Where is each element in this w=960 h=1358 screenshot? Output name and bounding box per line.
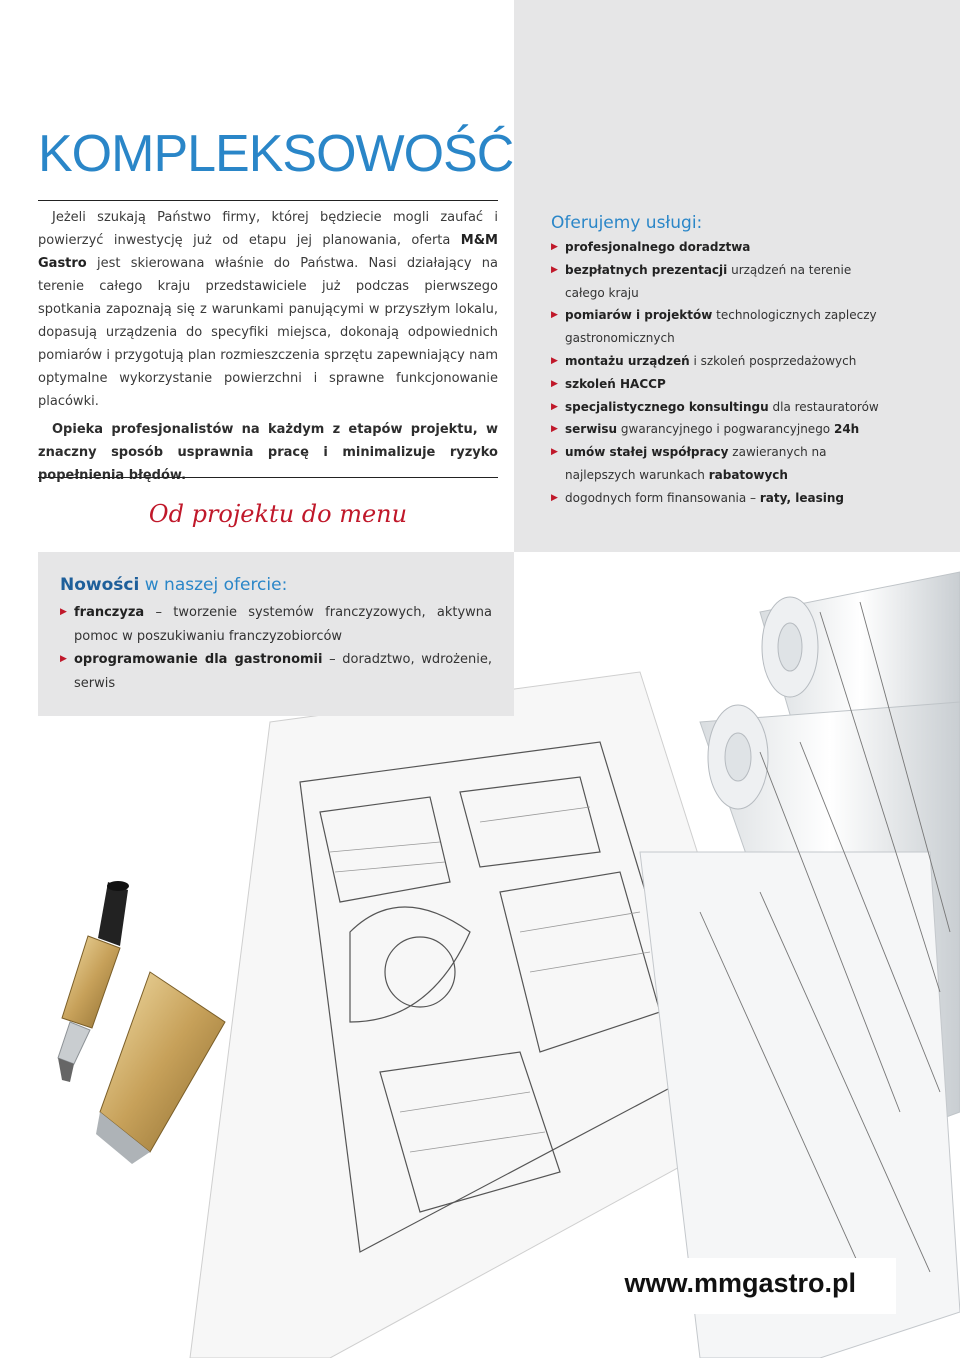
website-url[interactable]: www.mmgastro.pl bbox=[624, 1268, 856, 1298]
intro-text-a: Jeżeli szukają Państwo firmy, której będziecie mogli zaufać i powierzyć inwestycję już od etapu jej planowania, oferta bbox=[38, 210, 498, 248]
triangle-bullet-icon: ▶ bbox=[551, 424, 558, 435]
triangle-bullet-icon: ▶ bbox=[551, 264, 558, 275]
service-item: ▶ umów stałej współpracy zawieranych na najlepszych warunkach rabatowych bbox=[551, 441, 881, 487]
triangle-bullet-icon: ▶ bbox=[551, 310, 558, 321]
intro-text-b: jest skierowana właśnie do Państwa. Nasi działający na terenie całego kraju przedstawiciele już podczas pierwszego spotkania zapoznają się z warunkami panującymi w przyszłym lokalu, dopasują urządzenia do specyfiki miejsca, dokonają odpowiednich pomiarów i przygotują plan rozmieszczenia sprzętu zapewniający nam optymalne wykorzystanie powierzchni i sprawne funkcjonowanie placówki. bbox=[38, 256, 498, 409]
triangle-bullet-icon: ▶ bbox=[551, 378, 558, 389]
service-item: ▶ profesjonalnego doradztwa bbox=[551, 236, 881, 259]
page-title: KOMPLEKSOWOŚĆ bbox=[38, 125, 514, 183]
triangle-bullet-icon: ▶ bbox=[551, 401, 558, 412]
news-title: Nowości w naszej ofercie: bbox=[60, 575, 288, 595]
service-item: ▶ szkoleń HACCP bbox=[551, 373, 881, 396]
intro-paragraph bbox=[38, 206, 498, 413]
slogan-divider bbox=[38, 477, 498, 478]
service-item: ▶ specjalistycznego konsultingu dla restauratorów bbox=[551, 396, 881, 419]
triangle-bullet-icon: ▶ bbox=[551, 447, 558, 458]
news-list bbox=[60, 601, 492, 695]
service-item: ▶ serwisu gwarancyjnego i pogwarancyjnego 24h bbox=[551, 418, 881, 441]
services-list bbox=[551, 236, 881, 510]
title-divider bbox=[38, 200, 498, 201]
triangle-bullet-icon: ▶ bbox=[60, 607, 67, 617]
services-title: Oferujemy usługi: bbox=[551, 213, 703, 233]
service-item: ▶ bezpłatnych prezentacji urządzeń na terenie całego kraju bbox=[551, 259, 881, 305]
highlight-paragraph: Opieka profesjonalistów na każdym z etapów projektu, w znaczny sposób usprawnia pracę i minimalizuje ryzyko popełnienia błędów. bbox=[38, 422, 498, 483]
triangle-bullet-icon: ▶ bbox=[551, 242, 558, 252]
slogan: Od projektu do menu bbox=[148, 500, 408, 528]
news-item: ▶ franczyza – tworzenie systemów franczyzowych, aktywna pomoc w poszukiwaniu franczyzobiorców bbox=[60, 601, 492, 648]
triangle-bullet-icon: ▶ bbox=[551, 492, 558, 503]
service-item: ▶ pomiarów i projektów technologicznych zapleczy gastronomicznych bbox=[551, 304, 881, 350]
news-item: ▶ oprogramowanie dla gastronomii – doradztwo, wdrożenie, serwis bbox=[60, 648, 492, 695]
triangle-bullet-icon: ▶ bbox=[60, 654, 67, 664]
service-item: ▶ dogodnych form finansowania – raty, leasing bbox=[551, 487, 881, 510]
service-item: ▶ montażu urządzeń i szkoleń posprzedażowych bbox=[551, 350, 881, 373]
triangle-bullet-icon: ▶ bbox=[551, 355, 558, 366]
brand-name: M&M Gastro bbox=[38, 233, 498, 271]
